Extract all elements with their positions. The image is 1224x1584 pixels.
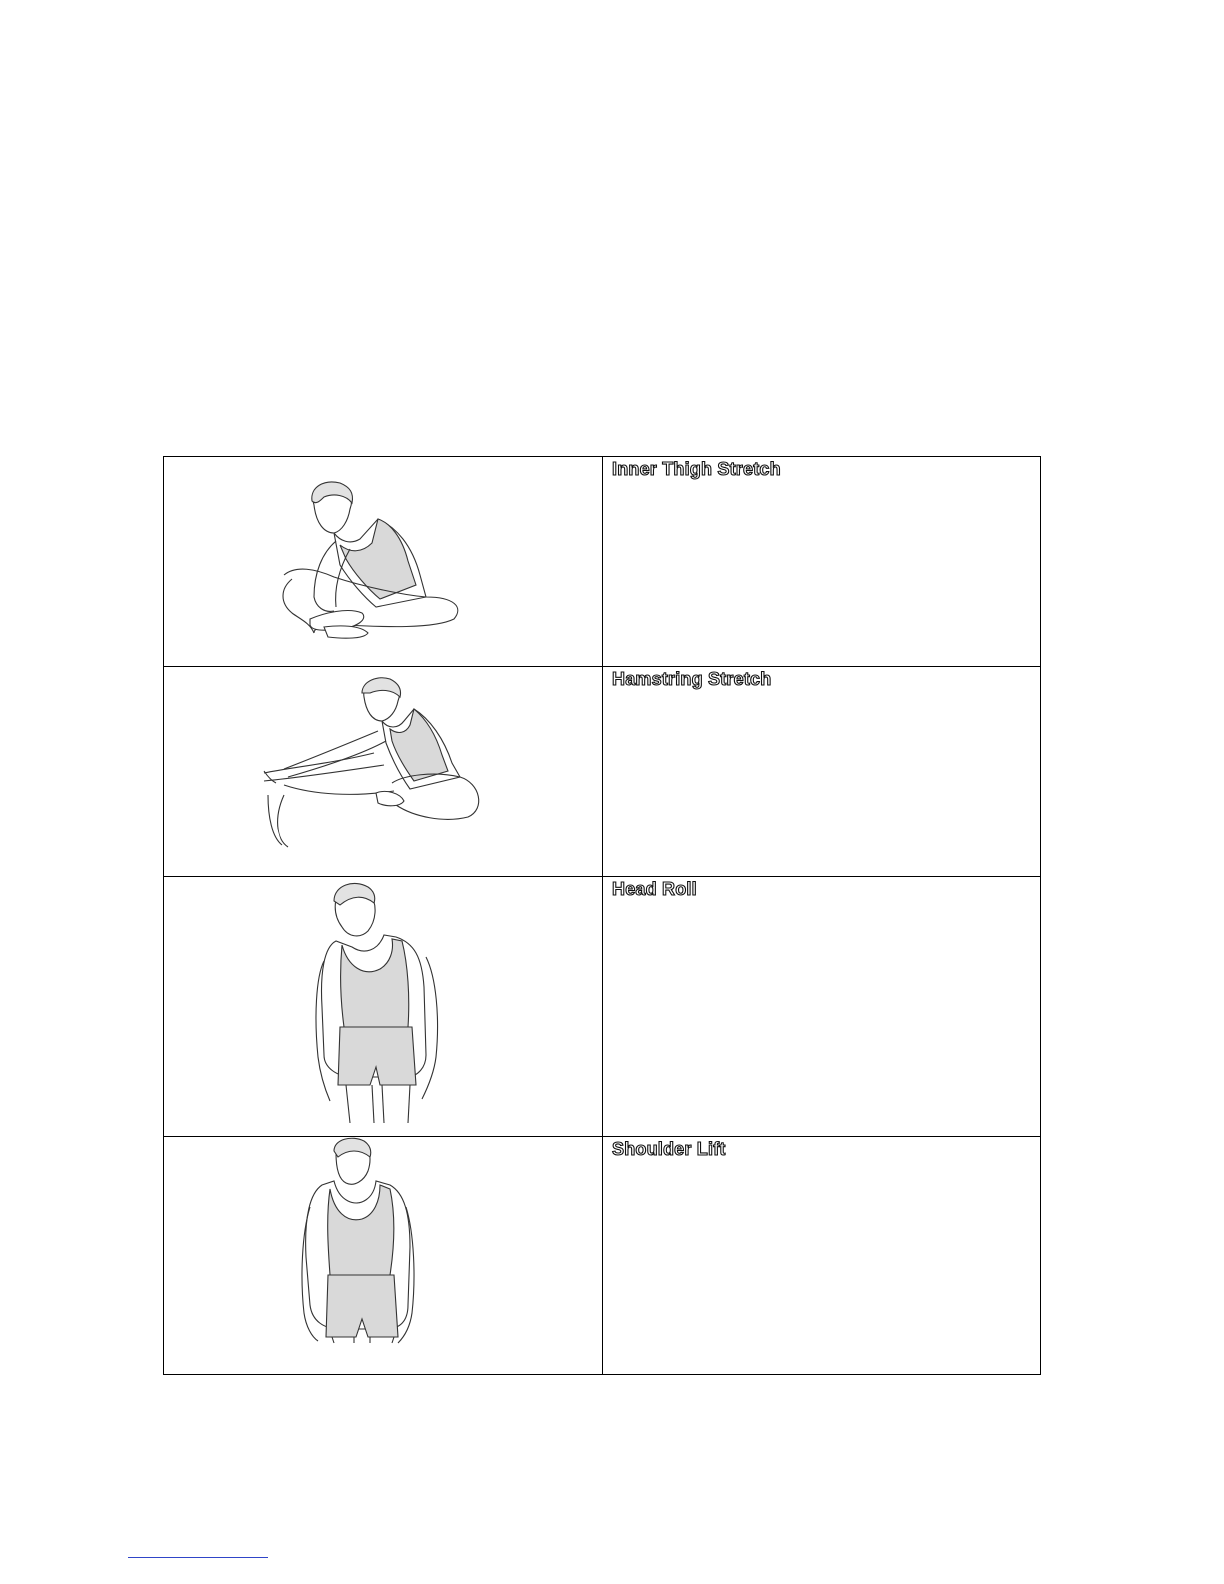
stretches-table <box>163 456 1041 1375</box>
table-row <box>164 457 1041 667</box>
table-row <box>164 667 1041 877</box>
stretch-title: Inner Thigh Stretch <box>612 459 781 479</box>
description-cell <box>603 667 1041 877</box>
description-cell <box>603 1137 1041 1375</box>
stretch-title: Head Roll <box>612 879 697 899</box>
table-row <box>164 877 1041 1137</box>
illustration-cell <box>164 667 603 877</box>
inner-thigh-stretch-illustration <box>164 457 602 667</box>
hamstring-stretch-illustration <box>164 667 602 877</box>
footnote-separator <box>128 1557 268 1558</box>
head-roll-illustration <box>164 877 602 1137</box>
description-cell <box>603 877 1041 1137</box>
illustration-cell <box>164 1137 603 1375</box>
description-cell <box>603 457 1041 667</box>
shoulder-lift-illustration <box>164 1137 602 1375</box>
table-row <box>164 1137 1041 1375</box>
stretch-title: Shoulder Lift <box>612 1139 726 1159</box>
stretch-title: Hamstring Stretch <box>612 669 772 689</box>
illustration-cell <box>164 457 603 667</box>
illustration-cell <box>164 877 603 1137</box>
